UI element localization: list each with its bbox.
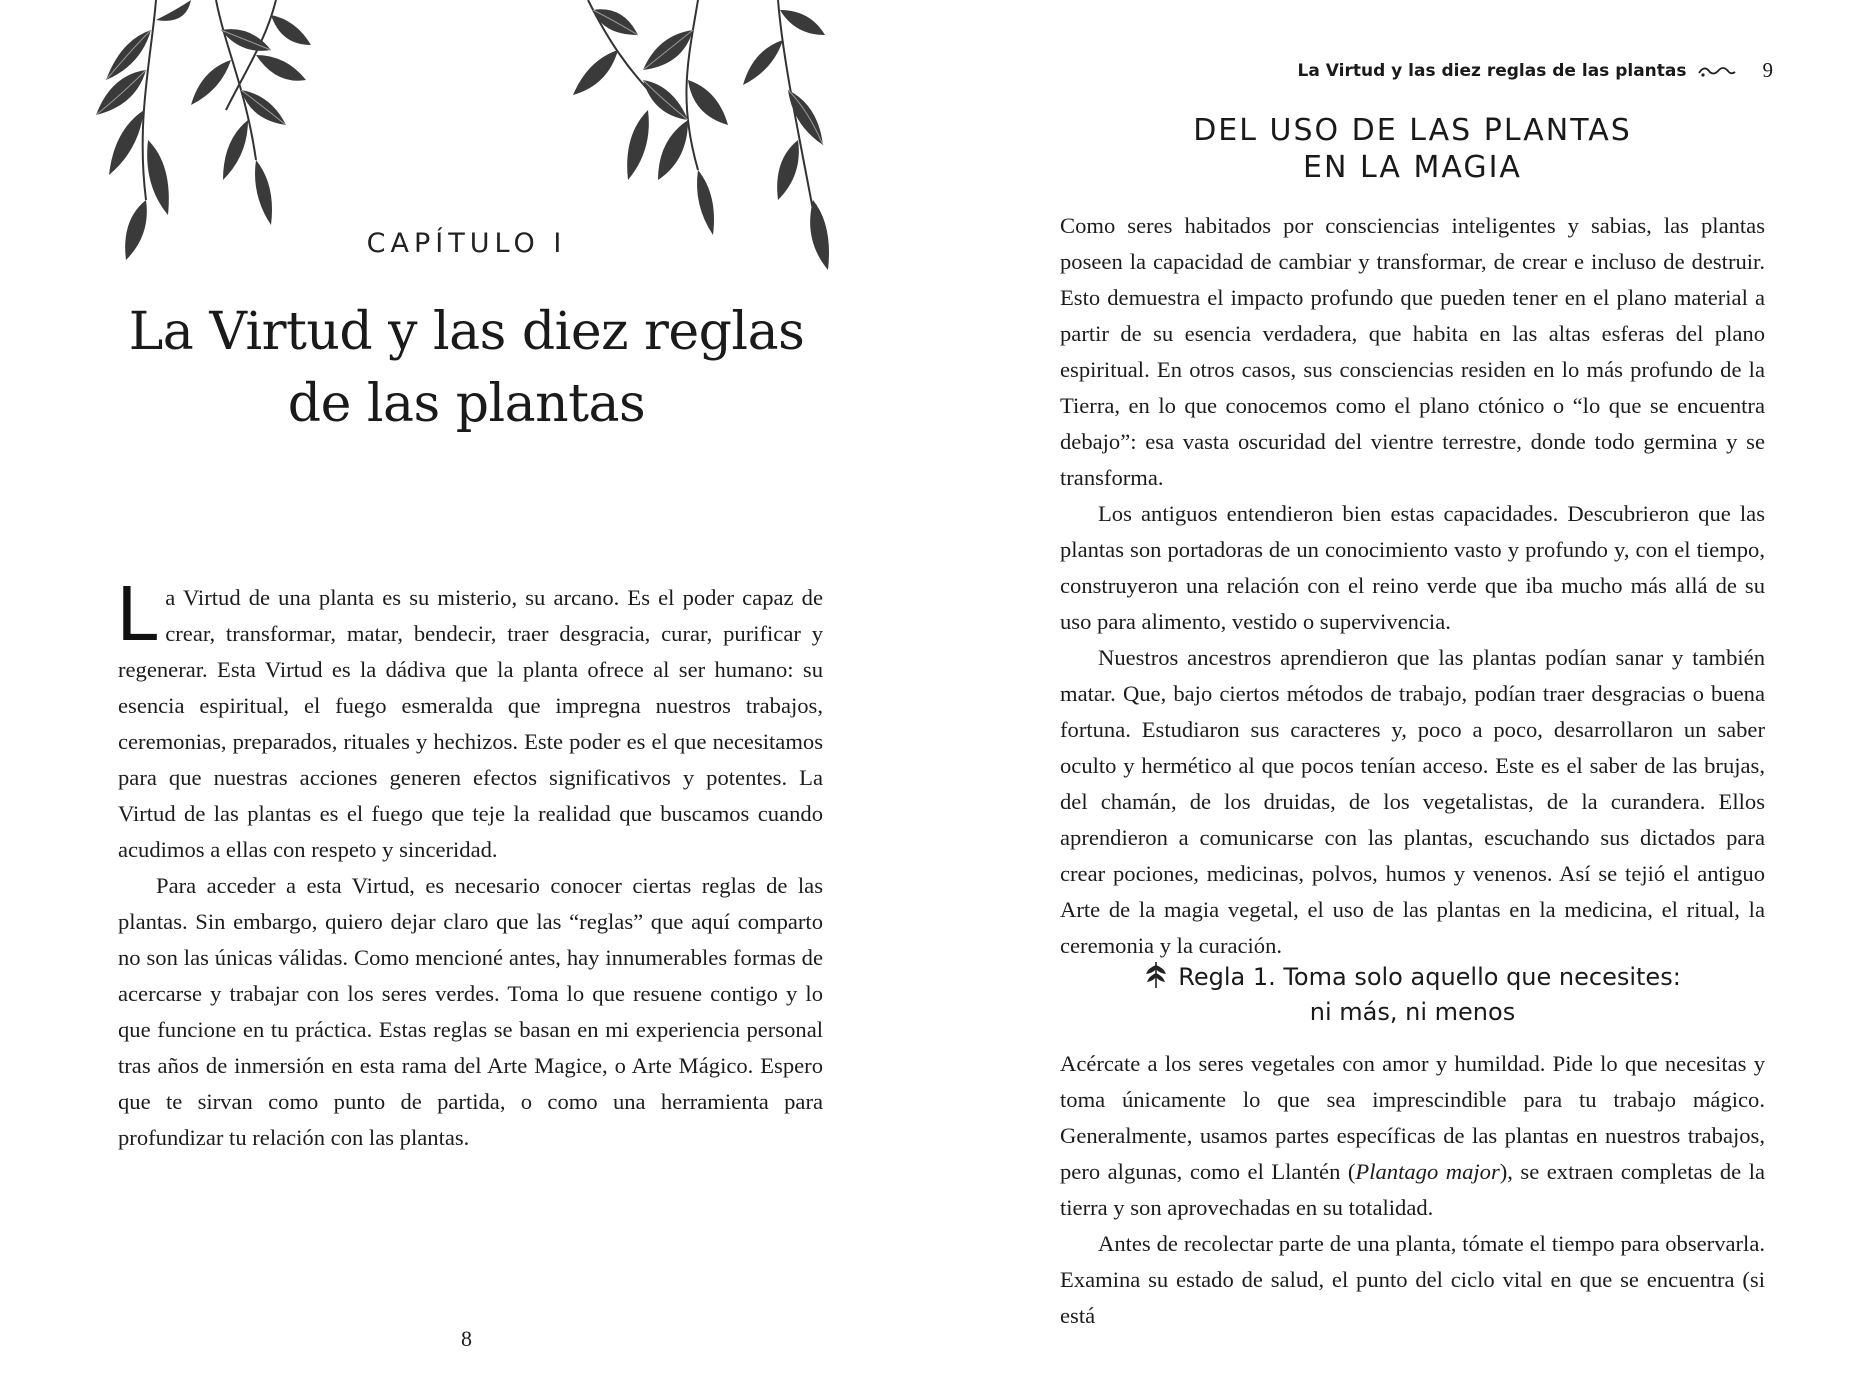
drop-cap: L bbox=[116, 572, 158, 658]
chapter-title bbox=[0, 296, 933, 440]
chapter-title-line2: de las plantas bbox=[287, 374, 646, 434]
paragraph: Antes de recolectar parte de una planta, tómate el tiempo para observarla. Examina su estado de salud, el punto del ciclo vital en que se encuentra (si está bbox=[1060, 1231, 1765, 1328]
rule-heading-line1: Regla 1. Toma solo aquello que necesites: bbox=[1178, 963, 1681, 991]
running-head-title: La Virtud y las diez reglas de las plantas bbox=[1297, 60, 1687, 81]
right-page bbox=[934, 0, 1867, 1400]
paragraph: Acércate a los seres vegetales con amor y humildad. Pide lo que necesitas y toma únicamente lo que sea imprescindible para tu trabajo mágico. Generalmente, usamos partes específicas de las plantas en nuestros trabajos, pero algunas, como el Llantén (Plantago major), se extraen completas de la tierra y son aprovechadas en su totalidad. bbox=[1060, 1051, 1766, 1220]
page-number: 9 bbox=[1762, 58, 1773, 82]
chapter-label: CAPÍTULO I bbox=[366, 228, 567, 259]
running-head bbox=[1298, 58, 1773, 83]
chapter-title-line1: La Virtud y las diez reglas bbox=[128, 302, 805, 362]
paragraph: Para acceder a esta Virtud, es necesario conocer ciertas reglas de las plantas. Sin embargo, quiero dejar claro que las “reglas” que aquí comparto no son las únicas válidas. Como mencioné antes, hay innumerables formas de acercarse y trabajar con los seres verdes. Toma lo que resuene contigo y lo que funcione en tu práctica. Estas reglas se basan en mi experiencia personal tras años de inmersión en esta rama del Arte Magice, o Arte Mágico. Espero que te sirvan como punto de partida, o como una herramienta para profundizar tu relación con las plantas. bbox=[118, 873, 823, 1150]
paragraph: Los antiguos entendieron bien estas capacidades. Descubrieron que las plantas son portadoras de un conocimiento vasto y profundo y, con el tiempo, construyeron una relación con el reino verde que iba mucho más allá de su uso para alimento, vestido o supervivencia. bbox=[1060, 501, 1765, 634]
paragraph: Nuestros ancestros aprendieron que las plantas podían sanar y también matar. Que, bajo ciertos métodos de trabajo, podían traer desgracias o buena fortuna. Estudiaron sus caracteres y, poco a poco, desarrollaron un saber oculto y hermético al que pocos tenían acceso. Este es el saber de las brujas, del chamán, de los druidas, de los vegetalistas, de la curandera. Ellos aprendieron a comunicarse con las plantas, escuchando sus dictados para crear pociones, medicinas, polvos, humos y venenos. Así se tejió el antiguo Arte de la magia vegetal, el uso de las plantas en la medicina, el ritual, la ceremonia y la curación. bbox=[1060, 645, 1765, 958]
paragraph: Como seres habitados por consciencias inteligentes y sabias, las plantas poseen la capacidad de cambiar y transformar, de crear e incluso de destruir. Esto demuestra el impacto profundo que pueden tener en el plano material a partir de su esencia verdadera, que habita en las altas esferas del plano espiritual. En otros casos, sus consciencias residen en lo más profundo de la Tierra, en lo que conocemos como el plano ctónico o “lo que se encuentra debajo”: esa vasta oscuridad del vientre terrestre, donde todo germina y se transforma. bbox=[1060, 213, 1765, 490]
left-page-body bbox=[116, 572, 823, 1156]
right-page-body bbox=[1060, 208, 1765, 964]
rule-heading-line2: ni más, ni menos bbox=[1309, 998, 1516, 1026]
leaf-ornament-icon bbox=[1144, 961, 1168, 989]
page-number: 8 bbox=[461, 1326, 472, 1351]
left-page bbox=[0, 0, 933, 1400]
rule-heading bbox=[1060, 960, 1765, 1030]
section-title: DEL USO DE LAS PLANTAS EN LA MAGIA bbox=[1193, 113, 1632, 185]
scientific-name: Plantago major bbox=[1355, 1159, 1500, 1184]
swirl-ornament-icon bbox=[1697, 63, 1737, 79]
right-page-body-continued bbox=[1060, 1046, 1765, 1334]
paragraph: La Virtud de una planta es su misterio, su arcano. Es el poder capaz de crear, transformar, matar, bendecir, traer desgracia, curar, purificar y regenerar. Esta Virtud es la dádiva que la planta ofrece al ser humano: su esencia espiritual, el fuego esmeralda que impregna nuestros trabajos, ceremonias, preparados, rituales y hechizos. Este poder es el que necesitamos para que nuestras acciones generen efectos significativos y potentes. La Virtud de las plantas es el fuego que teje la realidad que buscamos cuando acudimos a ellas con respeto y sinceridad. bbox=[116, 572, 823, 862]
